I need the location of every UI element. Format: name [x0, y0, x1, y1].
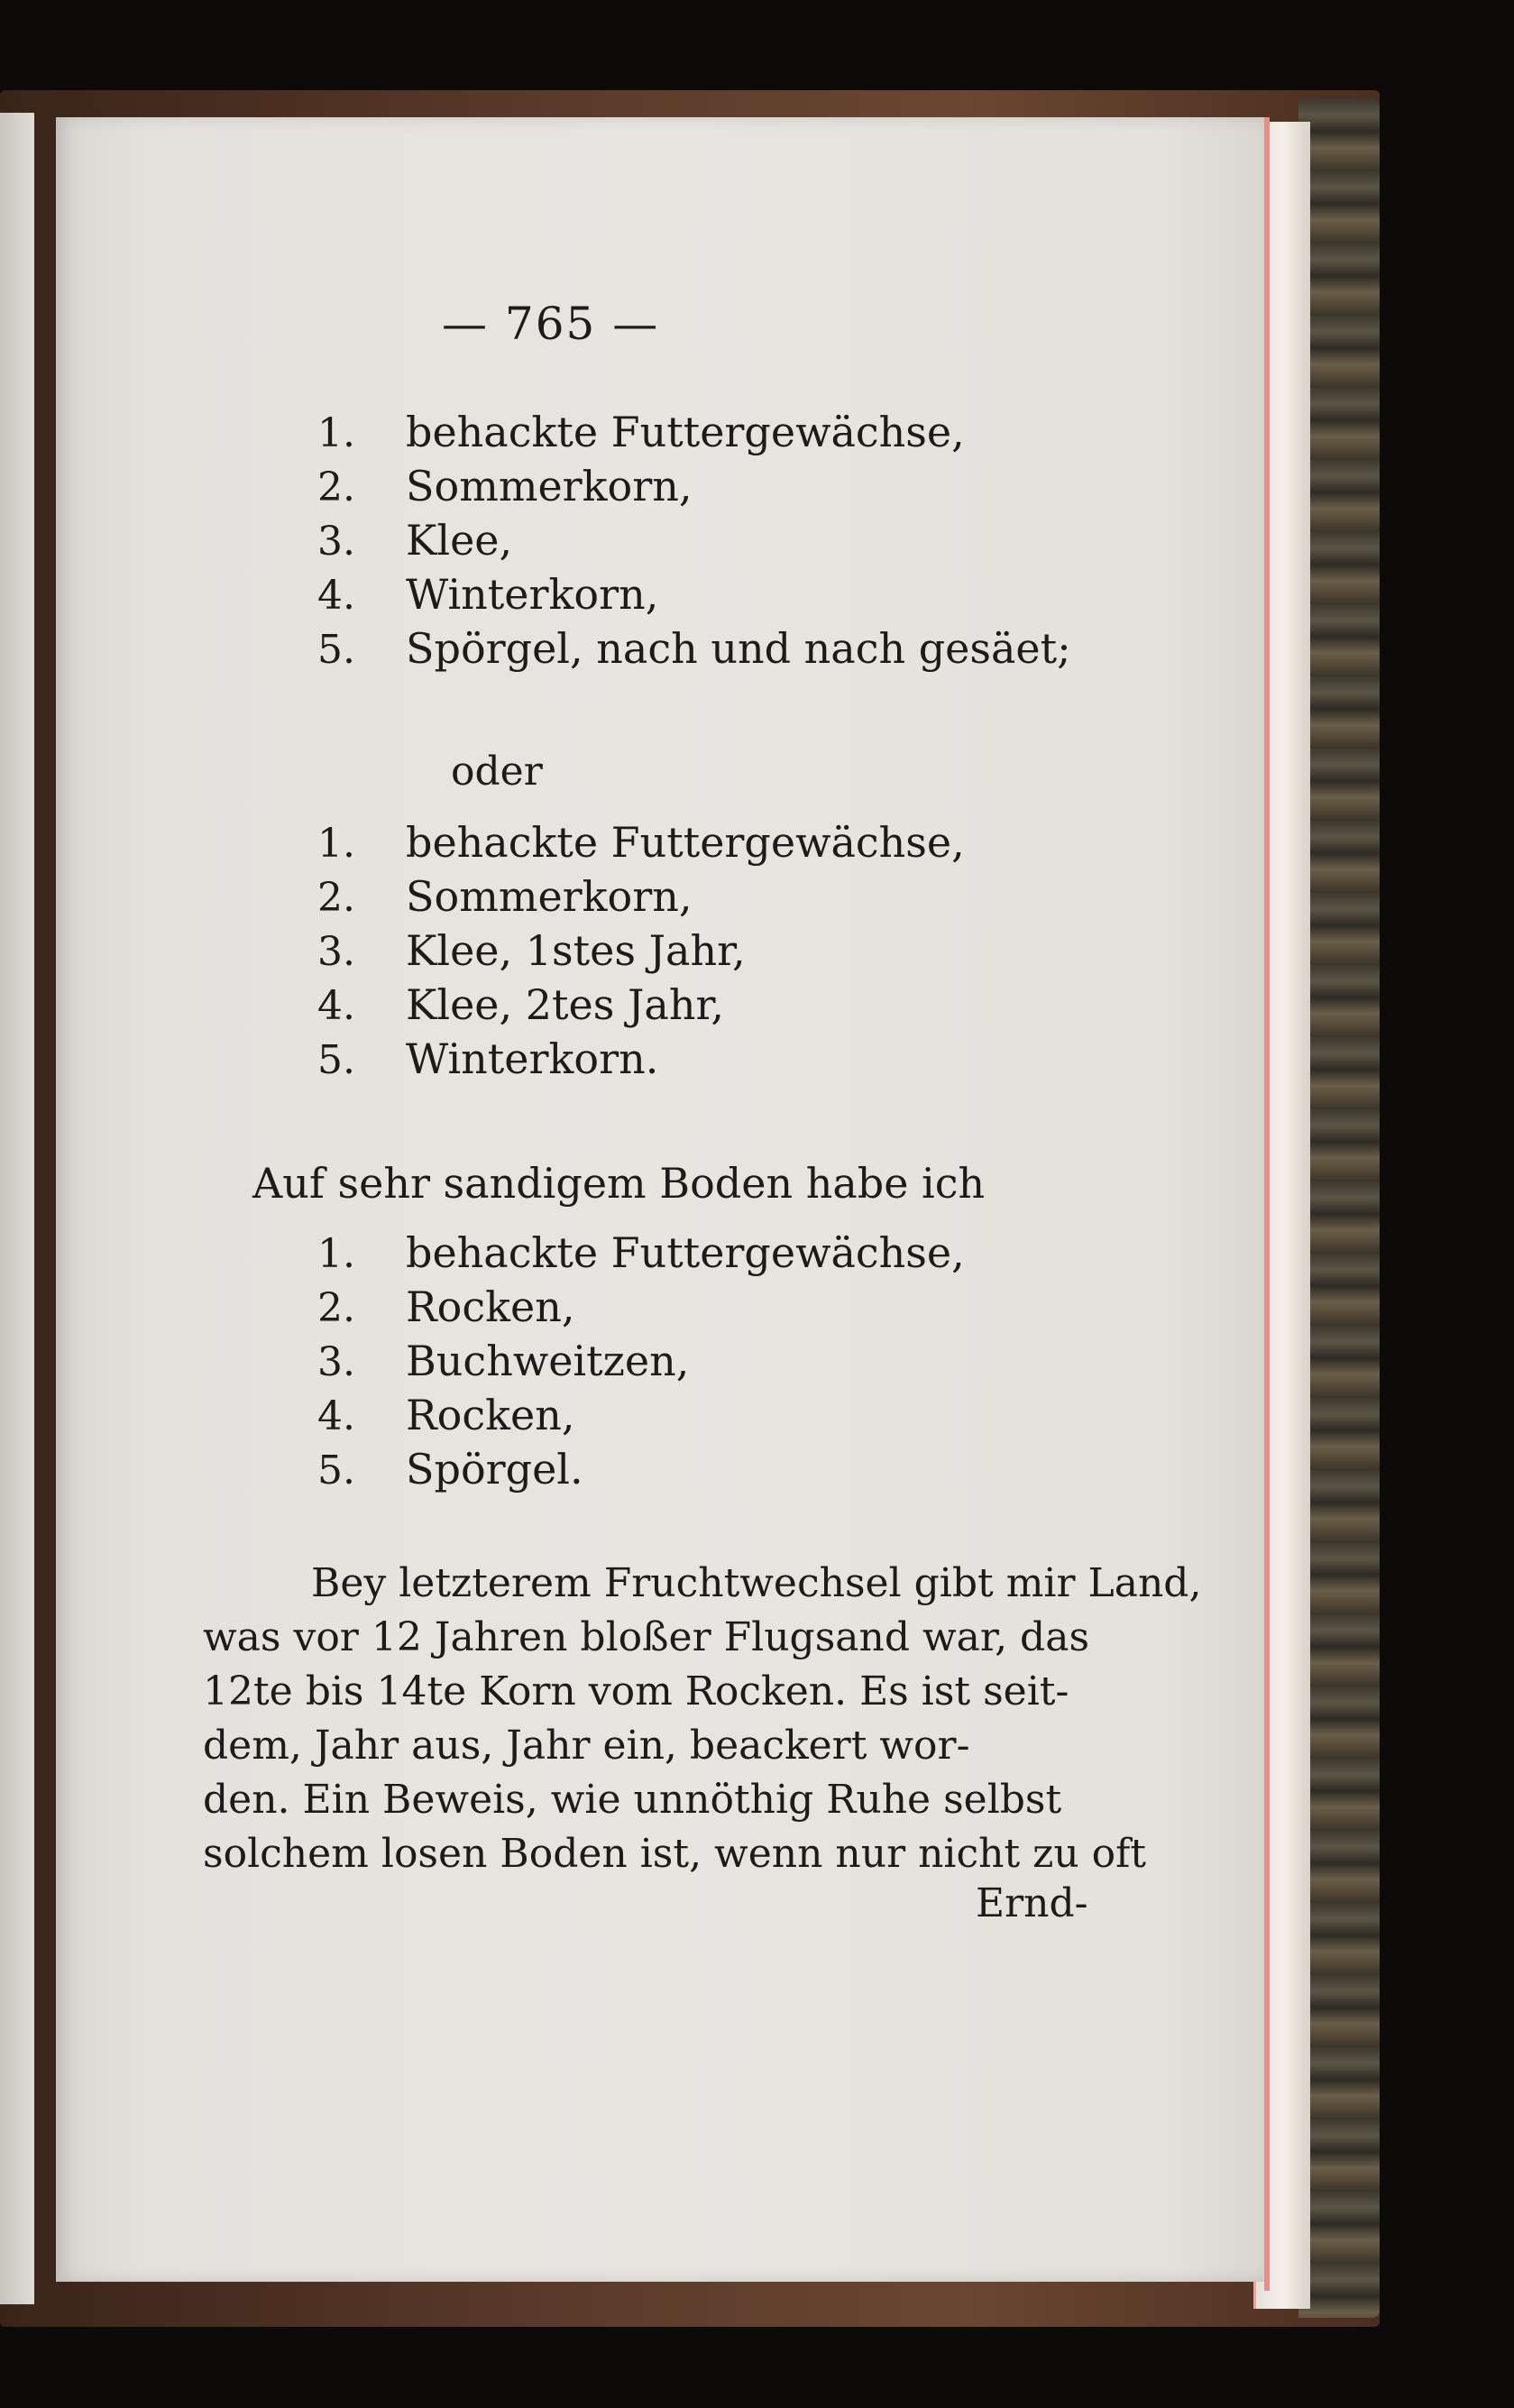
list3-item-3: Buchweitzen,	[406, 1337, 690, 1385]
list2-item-5: Winterkorn.	[406, 1034, 659, 1083]
list1-number-3: 3.	[317, 519, 355, 565]
list2-item-3: Klee, 1stes Jahr,	[406, 926, 746, 975]
list3-number-4: 4.	[317, 1393, 355, 1439]
list3-item-1: behackte Futtergewächse,	[406, 1228, 965, 1277]
list2-item-2: Sommerkorn,	[406, 872, 693, 921]
list1-item-4: Winterkorn,	[406, 570, 659, 619]
marbled-cover-edge	[1298, 99, 1380, 2318]
list1-number-4: 4.	[317, 573, 355, 619]
list2-number-1: 1.	[317, 821, 355, 867]
list3-item-2: Rocken,	[406, 1282, 575, 1331]
paragraph-line-5: den. Ein Beweis, wie unnöthig Ruhe selbst	[203, 1777, 1062, 1823]
paragraph-line-1: Bey letzterem Fruchtwechsel gibt mir Land,	[311, 1560, 1202, 1606]
list2-number-5: 5.	[317, 1037, 355, 1083]
list3-number-1: 1.	[317, 1231, 355, 1277]
page-number: — 765 —	[442, 298, 660, 350]
list2-item-1: behackte Futtergewächse,	[406, 818, 965, 867]
intro-sentence: Auf sehr sandigem Boden habe ich	[252, 1159, 986, 1208]
list3-number-2: 2.	[317, 1285, 355, 1331]
list2-number-3: 3.	[317, 929, 355, 975]
list1-item-3: Klee,	[406, 516, 513, 565]
paragraph-line-3: 12te bis 14te Korn vom Rocken. Es ist seit-	[203, 1668, 1069, 1714]
list3-item-5: Spörgel.	[406, 1445, 583, 1494]
paragraph-line-4: dem, Jahr aus, Jahr ein, beackert wor-	[203, 1723, 970, 1769]
list1-number-2: 2.	[317, 464, 355, 510]
list3-item-4: Rocken,	[406, 1391, 575, 1439]
list1-item-1: behackte Futtergewächse,	[406, 408, 965, 456]
paragraph-line-2: was vor 12 Jahren bloßer Flugsand war, das	[203, 1614, 1090, 1660]
list1-item-5: Spörgel, nach und nach gesäet;	[406, 624, 1071, 673]
list3-number-5: 5.	[317, 1448, 355, 1494]
list1-number-5: 5.	[317, 627, 355, 673]
list3-number-3: 3.	[317, 1339, 355, 1385]
list2-item-4: Klee, 2tes Jahr,	[406, 980, 725, 1029]
list2-number-2: 2.	[317, 875, 355, 921]
left-page-edge	[0, 113, 34, 2304]
paragraph-line-6: solchem losen Boden ist, wenn nur nicht zu oft	[203, 1831, 1147, 1877]
list1-number-1: 1.	[317, 410, 355, 456]
red-page-edge	[1264, 117, 1270, 2291]
list2-number-4: 4.	[317, 983, 355, 1029]
oder-label: oder	[451, 749, 543, 795]
catchword: Ernd-	[976, 1880, 1088, 1926]
list1-item-2: Sommerkorn,	[406, 462, 693, 510]
